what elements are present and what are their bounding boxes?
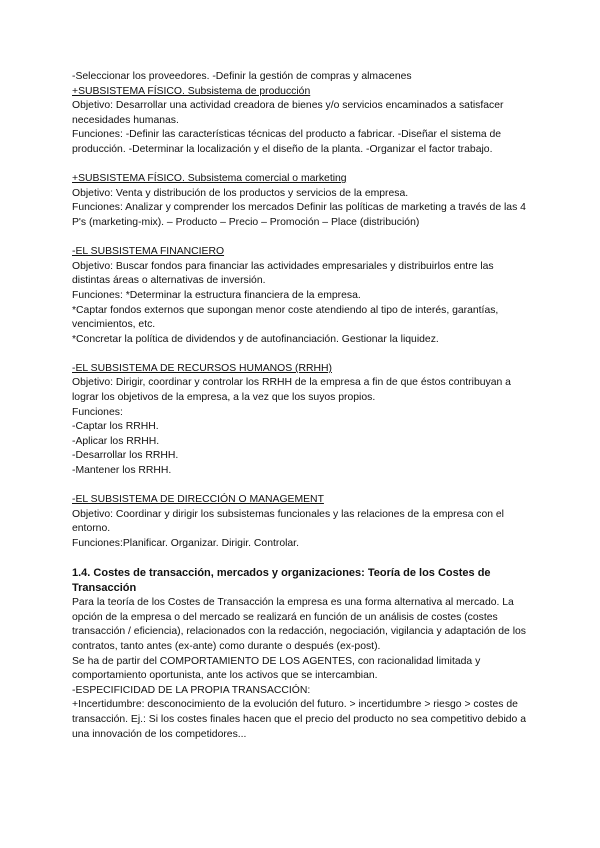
rrhh-item: -Aplicar los RRHH.: [72, 435, 160, 447]
spacer: [72, 158, 532, 173]
costes-paragraph: Para la teoría de los Costes de Transacción la empresa es una forma alternativa al mercado. La opción de la empresa o del mercado se realizará en función de un análisis de costes (costes transacción / eficiencia), relacionados con la redacción, negociación, vigilancia y adaptación de los contratos, tanto antes (ex-ante) como durante o después (ex-post).: [72, 597, 526, 652]
spacer: [72, 479, 532, 494]
spacer: [72, 552, 532, 567]
costes-paragraph: Se ha de partir del COMPORTAMIENTO DE LOS AGENTES, con racionalidad limitada y comportamiento oportunista, ante los activos que se intercambian.: [72, 655, 481, 682]
financiero-objetivo: Objetivo: Buscar fondos para financiar las actividades empresariales y distribuirlos entre las distintas áreas o alternativas de inversión.: [72, 260, 494, 287]
produccion-funciones: Funciones: -Definir las características técnicas del producto a fabricar. -Diseñar el sistema de producción. -Determinar la localización y el diseño de la planta. -Organizar el factor trabajo.: [72, 129, 502, 155]
costes-paragraph: -ESPECIFICIDAD DE LA PROPIA TRANSACCIÓN:: [72, 684, 311, 696]
document-page: [72, 70, 532, 742]
financiero-item: *Captar fondos externos que supongan menor coste atendiendo al tipo de interés, garantías, vencimientos, etc.: [72, 304, 499, 331]
spacer: [72, 231, 532, 246]
rrhh-item: -Captar los RRHH.: [72, 421, 159, 433]
comercial-funciones: Funciones: Analizar y comprender los mercados Definir las políticas de marketing a través de las 4 P's (marketing-mix). – Producto – Precio – Promoción – Place (distribución): [72, 202, 526, 228]
section-heading-financiero: -EL SUBSISTEMA FINANCIERO: [72, 246, 225, 258]
section-heading-comercial: +SUBSISTEMA FÍSICO. Subsistema comercial o marketing: [72, 173, 347, 185]
rrhh-item: -Mantener los RRHH.: [72, 465, 172, 477]
direccion-funciones: Funciones:Planificar. Organizar. Dirigir. Controlar.: [72, 538, 299, 549]
intro-line: -Seleccionar los proveedores. -Definir la gestión de compras y almacenes: [72, 71, 412, 82]
spacer: [72, 347, 532, 362]
rrhh-funciones-label: Funciones:: [72, 406, 123, 418]
comercial-objetivo: Objetivo: Venta y distribución de los productos y servicios de la empresa.: [72, 187, 409, 199]
financiero-item: *Concretar la política de dividendos y de autofinanciación. Gestionar la liquidez.: [72, 333, 439, 345]
section-heading-costes: 1.4. Costes de transacción, mercados y organizaciones: Teoría de los Costes de Transacción: [72, 567, 491, 595]
section-heading-direccion: -EL SUBSISTEMA DE DIRECCIÓN O MANAGEMENT: [72, 494, 324, 506]
section-heading-produccion: +SUBSISTEMA FÍSICO. Subsistema de producción: [72, 85, 311, 97]
section-heading-rrhh: -EL SUBSISTEMA DE RECURSOS HUMANOS (RRHH): [72, 362, 332, 374]
rrhh-item: -Desarrollar los RRHH.: [72, 450, 179, 462]
rrhh-objetivo: Objetivo: Dirigir, coordinar y controlar los RRHH de la empresa a fin de que éstos contribuyan a lograr los objetivos de la empresa, a la vez que los suyos propios.: [72, 377, 511, 404]
direccion-objetivo: Objetivo: Coordinar y dirigir los subsistemas funcionales y las relaciones de la empresa con el entorno.: [72, 508, 504, 535]
costes-paragraph: +Incertidumbre: desconocimiento de la evolución del futuro. > incertidumbre > riesgo > costes de transacción. Ej.: Si los costes finales hacen que el precio del producto no sea competitivo debido a una innovación de los competidores...: [72, 699, 526, 740]
financiero-funciones: Funciones: *Determinar la estructura financiera de la empresa.: [72, 289, 361, 301]
produccion-objetivo: Objetivo: Desarrollar una actividad creadora de bienes y/o servicios encaminados a satisfacer necesidades humanas.: [72, 100, 504, 126]
